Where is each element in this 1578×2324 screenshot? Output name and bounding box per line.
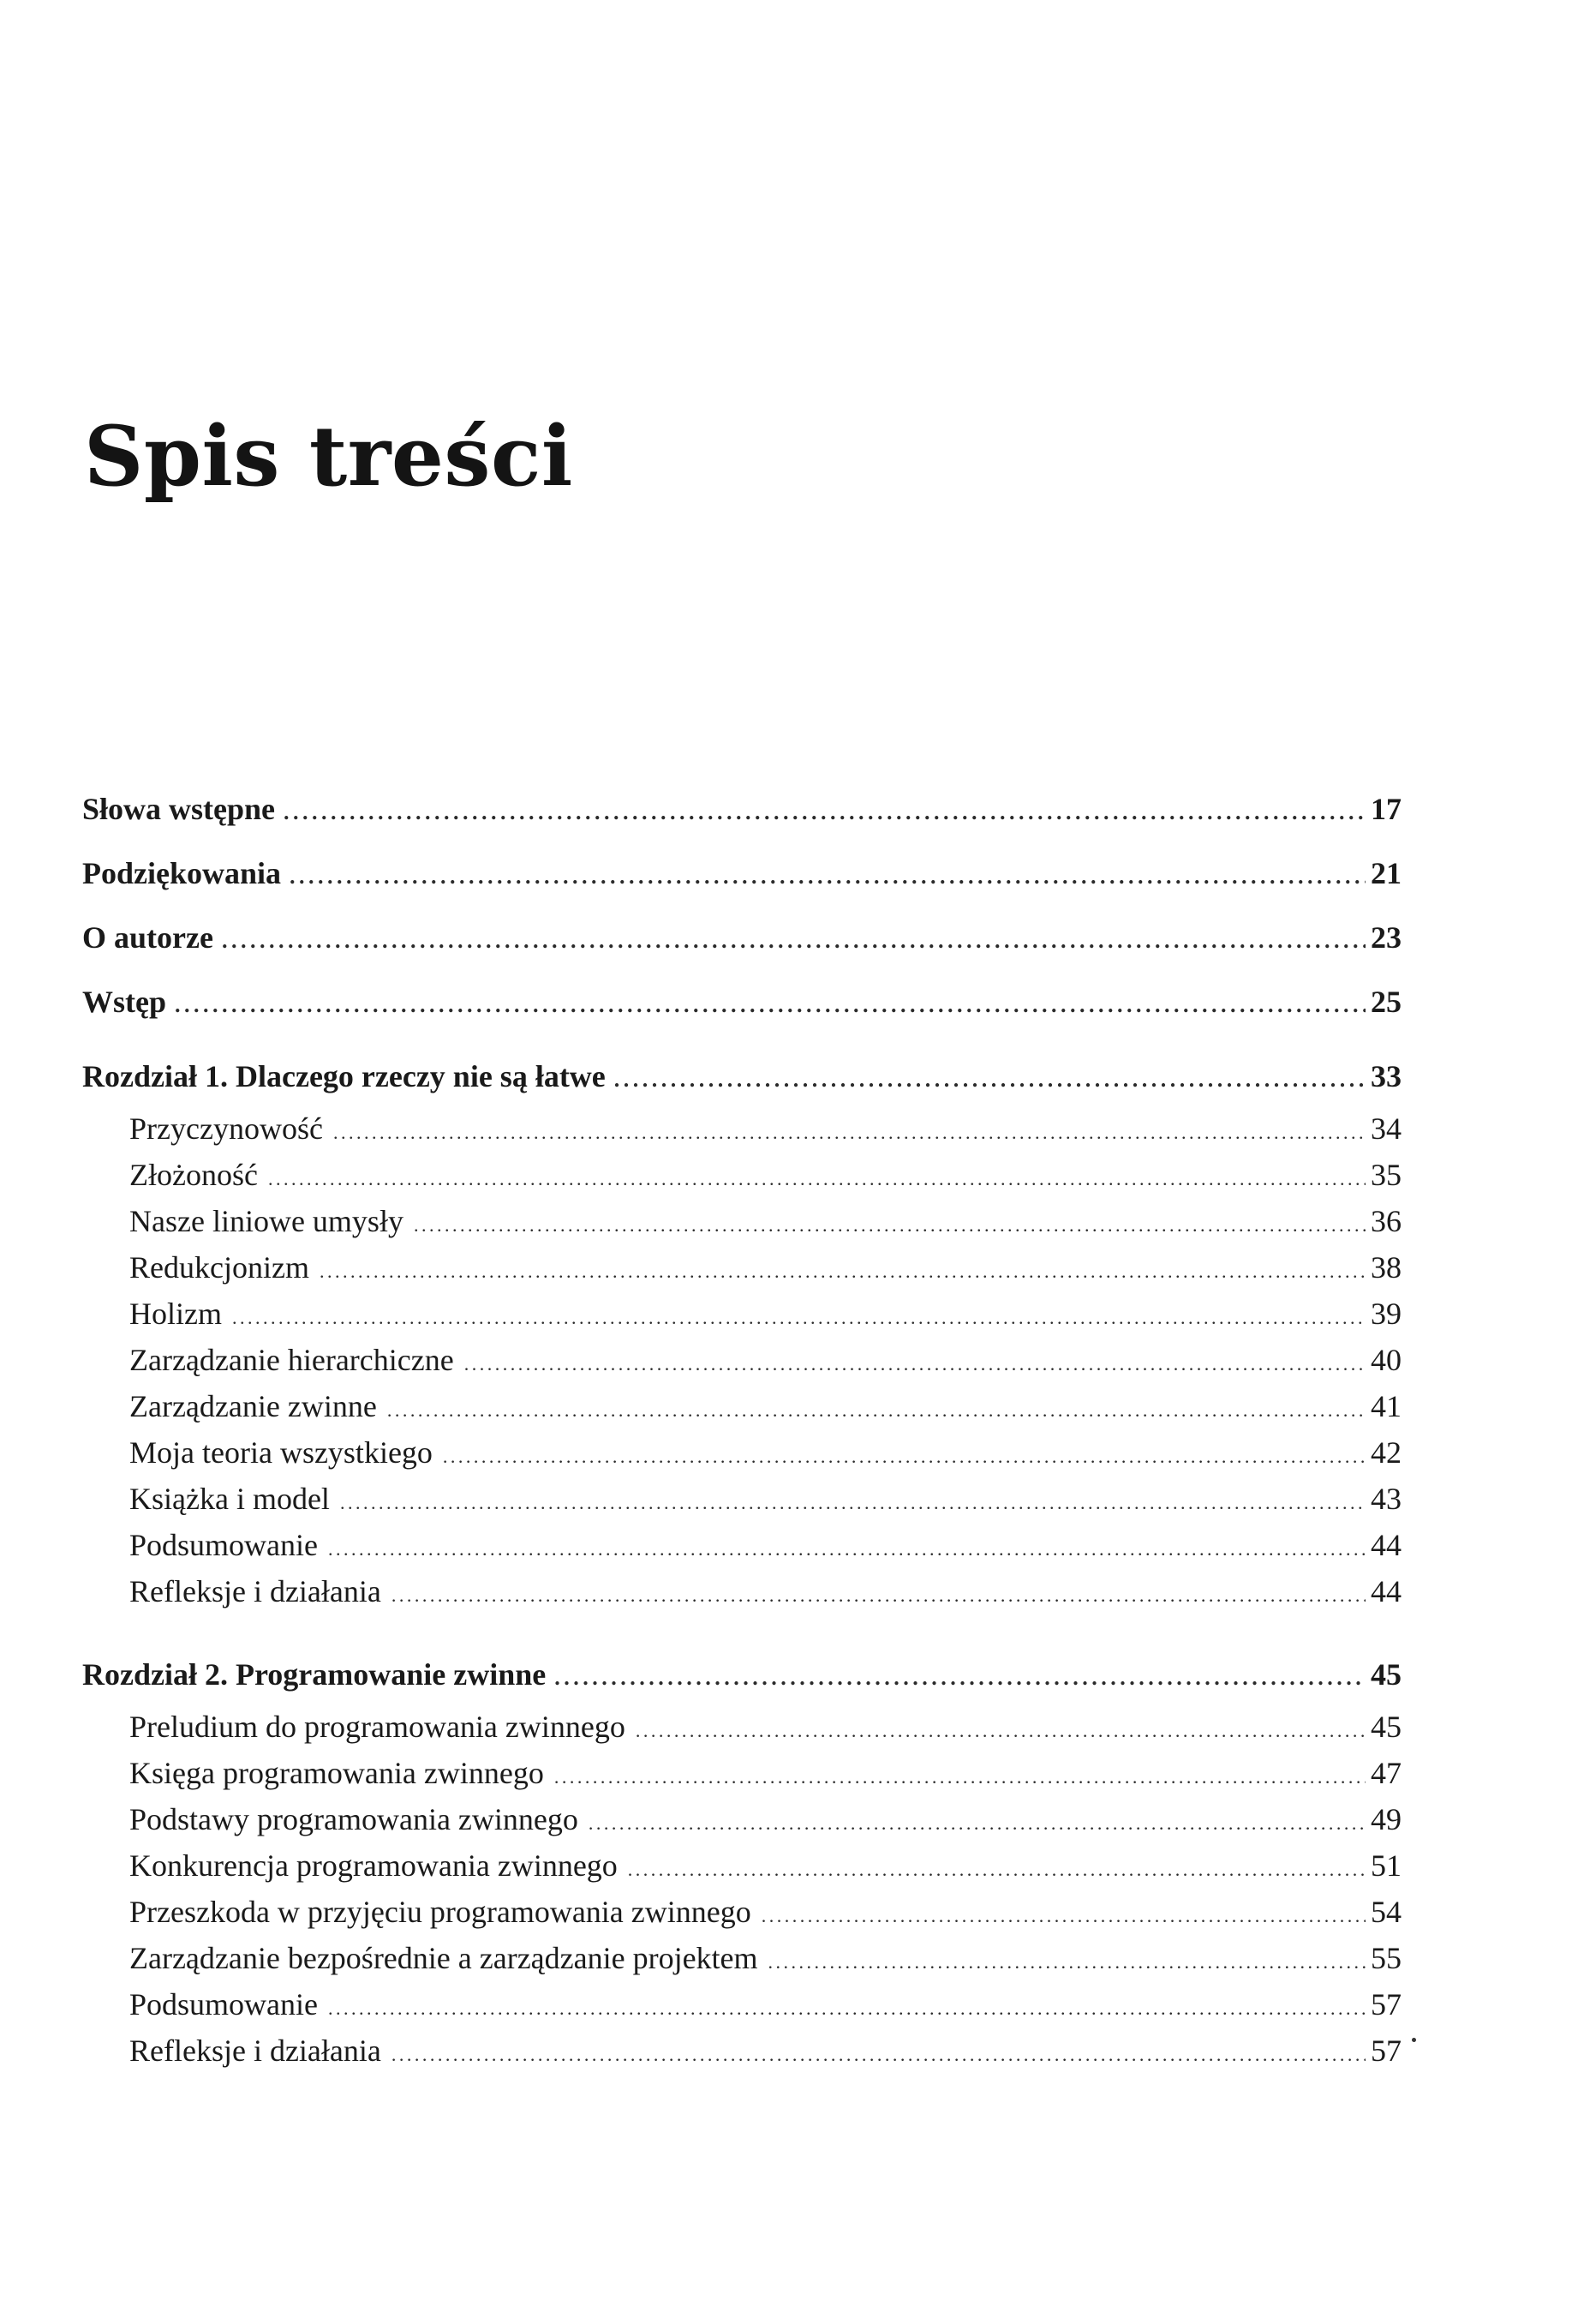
dot-leader: [232, 1295, 1366, 1341]
dot-leader: [320, 1249, 1366, 1295]
toc-section-page: 43: [1371, 1482, 1402, 1516]
toc-section-page: 51: [1371, 1848, 1402, 1883]
toc-section-label: Podsumowanie: [129, 1987, 318, 2022]
toc-section-label: Holizm: [129, 1297, 222, 1331]
toc-entry-podziekowania[interactable]: [82, 848, 1402, 912]
toc-section-label: Zarządzanie hierarchiczne: [129, 1343, 454, 1377]
toc-section-page: 49: [1371, 1802, 1402, 1836]
toc-section[interactable]: [82, 1291, 1402, 1337]
toc-section-page: 42: [1371, 1435, 1402, 1470]
toc-section-page: 57: [1371, 1987, 1402, 2022]
toc-entry-page: 23: [1371, 920, 1402, 955]
toc-entry-wstep[interactable]: [82, 976, 1402, 1040]
toc-section-label: Moja teoria wszystkiego: [129, 1435, 433, 1470]
toc-chapter-label: Rozdział 2. Programowanie zwinne: [82, 1657, 547, 1692]
toc-entry-page: 25: [1371, 985, 1402, 1019]
toc-section-label: Konkurencja programowania zwinnego: [129, 1848, 618, 1883]
toc-section-label: Zarządzanie zwinne: [129, 1389, 377, 1423]
toc-section-page: 34: [1371, 1111, 1402, 1146]
toc-section[interactable]: [82, 2028, 1402, 2074]
toc-section[interactable]: [82, 1337, 1402, 1383]
toc-chapter-label: Rozdział 1. Dlaczego rzeczy nie są łatwe: [82, 1059, 606, 1093]
toc-section[interactable]: [82, 1429, 1402, 1476]
toc-section[interactable]: [82, 1981, 1402, 2028]
dot-leader: [268, 1156, 1366, 1202]
toc-entry-page: 17: [1371, 792, 1402, 826]
toc-section-label: Złożoność: [129, 1158, 258, 1192]
toc-section-label: Redukcjonizm: [129, 1250, 309, 1285]
table-of-contents: [82, 783, 1402, 2074]
toc-section-page: 36: [1371, 1204, 1402, 1238]
toc-section[interactable]: [82, 1152, 1402, 1198]
dot-leader: [392, 2032, 1366, 2078]
toc-section[interactable]: [82, 1796, 1402, 1842]
dot-leader: [554, 1652, 1366, 1704]
toc-entry-label: O autorze: [82, 920, 213, 955]
toc-chapter-page: 45: [1371, 1657, 1402, 1692]
toc-section-label: Księga programowania zwinnego: [129, 1756, 544, 1790]
toc-section-page: 44: [1371, 1528, 1402, 1562]
toc-section-page: 45: [1371, 1710, 1402, 1744]
dot-leader: [328, 1526, 1366, 1572]
dot-leader: [414, 1202, 1366, 1249]
toc-entry-o-autorze[interactable]: [82, 912, 1402, 976]
dot-leader: [614, 1054, 1366, 1105]
toc-section[interactable]: [82, 1522, 1402, 1568]
dot-leader: [636, 1708, 1366, 1754]
toc-section-label: Refleksje i działania: [129, 2034, 381, 2068]
dot-leader: [443, 1434, 1366, 1480]
dot-leader: [464, 1341, 1366, 1387]
toc-section-page: 38: [1371, 1250, 1402, 1285]
toc-section[interactable]: [82, 1704, 1402, 1750]
toc-section[interactable]: [82, 1842, 1402, 1889]
dot-leader: [333, 1110, 1366, 1156]
toc-entry-label: Podziękowania: [82, 856, 282, 890]
toc-section-page: 35: [1371, 1158, 1402, 1192]
dot-leader: [222, 915, 1366, 967]
toc-section-label: Preludium do programowania zwinnego: [129, 1710, 625, 1744]
toc-section[interactable]: [82, 1244, 1402, 1291]
dot-leader: [328, 1986, 1366, 2032]
toc-section[interactable]: [82, 1383, 1402, 1429]
toc-section-page: 44: [1371, 1574, 1402, 1608]
toc-entry-slowa-wstepne[interactable]: [82, 783, 1402, 848]
toc-entry-page: 21: [1371, 856, 1402, 890]
dot-leader: [387, 1387, 1366, 1434]
toc-section-label: Książka i model: [129, 1482, 330, 1516]
toc-section-label: Przyczynowość: [129, 1111, 323, 1146]
toc-section-label: Nasze liniowe umysły: [129, 1204, 403, 1238]
toc-section-label: Refleksje i działania: [129, 1574, 381, 1608]
dot-leader: [175, 979, 1366, 1031]
toc-section[interactable]: [82, 1568, 1402, 1614]
dot-leader: [284, 787, 1366, 838]
toc-section-page: 39: [1371, 1297, 1402, 1331]
page-title: Spis treści: [84, 408, 573, 505]
dot-leader: [554, 1754, 1366, 1800]
toc-section[interactable]: [82, 1935, 1402, 1981]
toc-chapter-1[interactable]: [82, 1051, 1402, 1105]
toc-section[interactable]: [82, 1105, 1402, 1152]
toc-section-label: Podsumowanie: [129, 1528, 318, 1562]
toc-section-page: 57: [1371, 2034, 1402, 2068]
toc-section-page: 41: [1371, 1389, 1402, 1423]
toc-section-label: Zarządzanie bezpośrednie a zarządzanie projektem: [129, 1941, 758, 1975]
toc-section[interactable]: [82, 1889, 1402, 1935]
toc-section-label: Przeszkoda w przyjęciu programowania zwinnego: [129, 1895, 751, 1929]
toc-section-page: 40: [1371, 1343, 1402, 1377]
toc-section[interactable]: [82, 1198, 1402, 1244]
dot-leader: [392, 1572, 1366, 1619]
toc-section-page: 54: [1371, 1895, 1402, 1929]
toc-entry-label: Wstęp: [82, 985, 166, 1019]
dot-leader: [762, 1893, 1366, 1939]
toc-section-page: 47: [1371, 1756, 1402, 1790]
toc-chapter-page: 33: [1371, 1059, 1402, 1093]
toc-section[interactable]: [82, 1750, 1402, 1796]
toc-section-page: 55: [1371, 1941, 1402, 1975]
scan-speck: [1412, 2038, 1416, 2042]
toc-section[interactable]: [82, 1476, 1402, 1522]
toc-chapter-2[interactable]: [82, 1649, 1402, 1704]
dot-leader: [290, 851, 1366, 902]
dot-leader: [768, 1939, 1366, 1986]
toc-entry-label: Słowa wstępne: [82, 792, 276, 826]
dot-leader: [589, 1800, 1366, 1847]
dot-leader: [340, 1480, 1366, 1526]
toc-section-label: Podstawy programowania zwinnego: [129, 1802, 578, 1836]
dot-leader: [628, 1847, 1366, 1893]
